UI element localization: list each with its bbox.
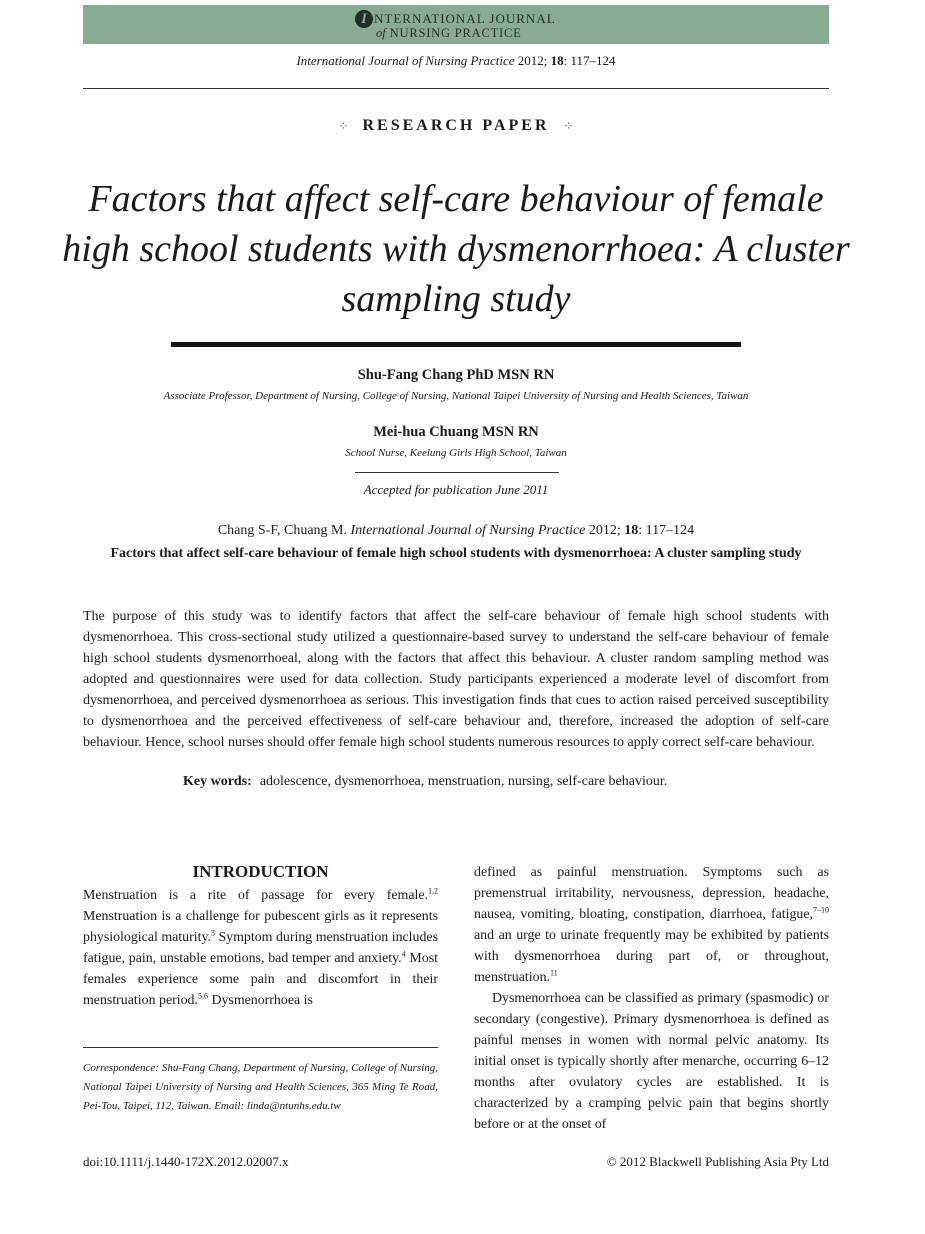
accepted-divider <box>355 472 559 473</box>
footnote-divider <box>83 1047 438 1048</box>
journal-logo-icon: I <box>355 10 373 28</box>
introduction-heading: INTRODUCTION <box>192 862 329 881</box>
intro-left-column: Menstruation is a rite of passage for every female.$^{1,2}$ Menstruation is a challenge for pubescent girls as it represents physiological maturity.$^3$ Symptom during menstruation includes fatigue, pain, unstable emotions, bad temper and anxiety.$^4$ Most females experience some pain and discomfort in their menstruation period.$^{5,6}$ Dysmenorrhoea is <box>83 886 438 1008</box>
header-divider <box>83 88 829 89</box>
author-1-name: Shu-Fang Chang PhD MSN RN <box>357 367 555 383</box>
author-2-name: Mei-hua Chuang MSN RN <box>373 424 539 440</box>
header-citation: International Journal of Nursing Practice 2012; 18: 117–124 <box>296 53 616 68</box>
journal-name-line2: of NURSING PRACTICE <box>376 26 522 40</box>
keywords: Key words: adolescence, dysmenorrhoea, menstruation, nursing, self-care behaviour. <box>183 774 668 789</box>
paper-title: Factors that affect self-care behaviour of female high school students with dysmenorrhoea: A cluster sampling study <box>62 178 850 320</box>
intro-right-column: defined as painful menstruation. Symptoms such as premenstrual irritability, nervousness, depression, headache, nausea, vomiting, bloating, constipation, diarrhoea, fatigue,$^{7-10}$ and an urge to urinate frequently may be exhibited by patients with dysmenorrhoea during part of, or throughout, menstruation.$^{11}$ Dysmenorrhoea can be classified as primary (spasmodic) or secondary (congestive). Primary dysmenorrhoea is defined as painful menses in women with normal pelvic anatomy. Its initial onset is typically shortly after menarche, occurring 6–12 months after ovulatory cycles are established. It is characterized by a cramping pelvic pain that begins shortly before or at the onset of <box>474 862 829 1135</box>
accepted-date: Accepted for publication June 2011 <box>363 482 549 497</box>
correspondence-note: Correspondence: Shu-Fang Chang, Department of Nursing, College of Nursing, National Taipei University of Nursing and Health Sciences, 365 Ming Te Road, Pei-Tou, Taipei, 112, Taiwan. Email: linda@ntunhs.edu.tw <box>83 1062 438 1112</box>
journal-banner <box>83 5 829 44</box>
author-1-affiliation: Associate Professor, Department of Nursing, College of Nursing, National Taipei University of Nursing and Health Sciences, Taiwan <box>163 390 749 402</box>
citation-title: Factors that affect self-care behaviour of female high school students with dysmenorrhoea: A cluster sampling study <box>110 546 802 561</box>
author-2-affiliation: School Nurse, Keelung Girls High School, Taiwan <box>345 447 567 459</box>
section-label: ⁘ RESEARCH PAPER ⁘ <box>338 117 574 134</box>
doi: doi:10.1111/j.1440-172X.2012.02007.x <box>83 1154 289 1169</box>
journal-name-line1: NTERNATIONAL JOURNAL <box>374 11 556 26</box>
ornament-left-icon: ⁘ <box>338 119 349 133</box>
intro-right-paragraph-2: Dysmenorrhoea can be classified as primary (spasmodic) or secondary (congestive). Primary dysmenorrhoea is defined as painful menses in women with normal pelvic anatomy. Its initial onset is typically shortly after menarche, occurring 6–12 months after ovulatory cycles are established. It is characterized by a cramping pelvic pain that begins shortly before or at the onset of <box>474 991 829 1132</box>
title-divider <box>171 342 741 347</box>
ornament-right-icon: ⁘ <box>563 119 574 133</box>
citation-line: Chang S-F, Chuang M. International Journal of Nursing Practice 2012; 18: 117–124 <box>217 523 695 538</box>
abstract: The purpose of this study was to identify factors that affect the self-care behaviour of female high school students with dysmenorrhoea. This cross-sectional study utilized a questionnaire-based survey to understand the self-care behaviour of female high school students dysmenorrhoeal, along with the factors that affect this behaviour. A cluster random sampling method was adopted and questionnaires were used for data collection. Study participants experienced a moderate level of discomfort from dysmenorrhoea, and perceived dysmenorrhoea as serious. This investigation finds that cues to action raised perceived susceptibility to dysmenorrhoea and the perceived effectiveness of self-care behaviour and, therefore, increased the adoption of self-care behaviour. Hence, school nurses should offer female high school students numerous resources to apply correct self-care behaviour. <box>83 609 829 750</box>
copyright: © 2012 Blackwell Publishing Asia Pty Ltd <box>606 1154 829 1169</box>
